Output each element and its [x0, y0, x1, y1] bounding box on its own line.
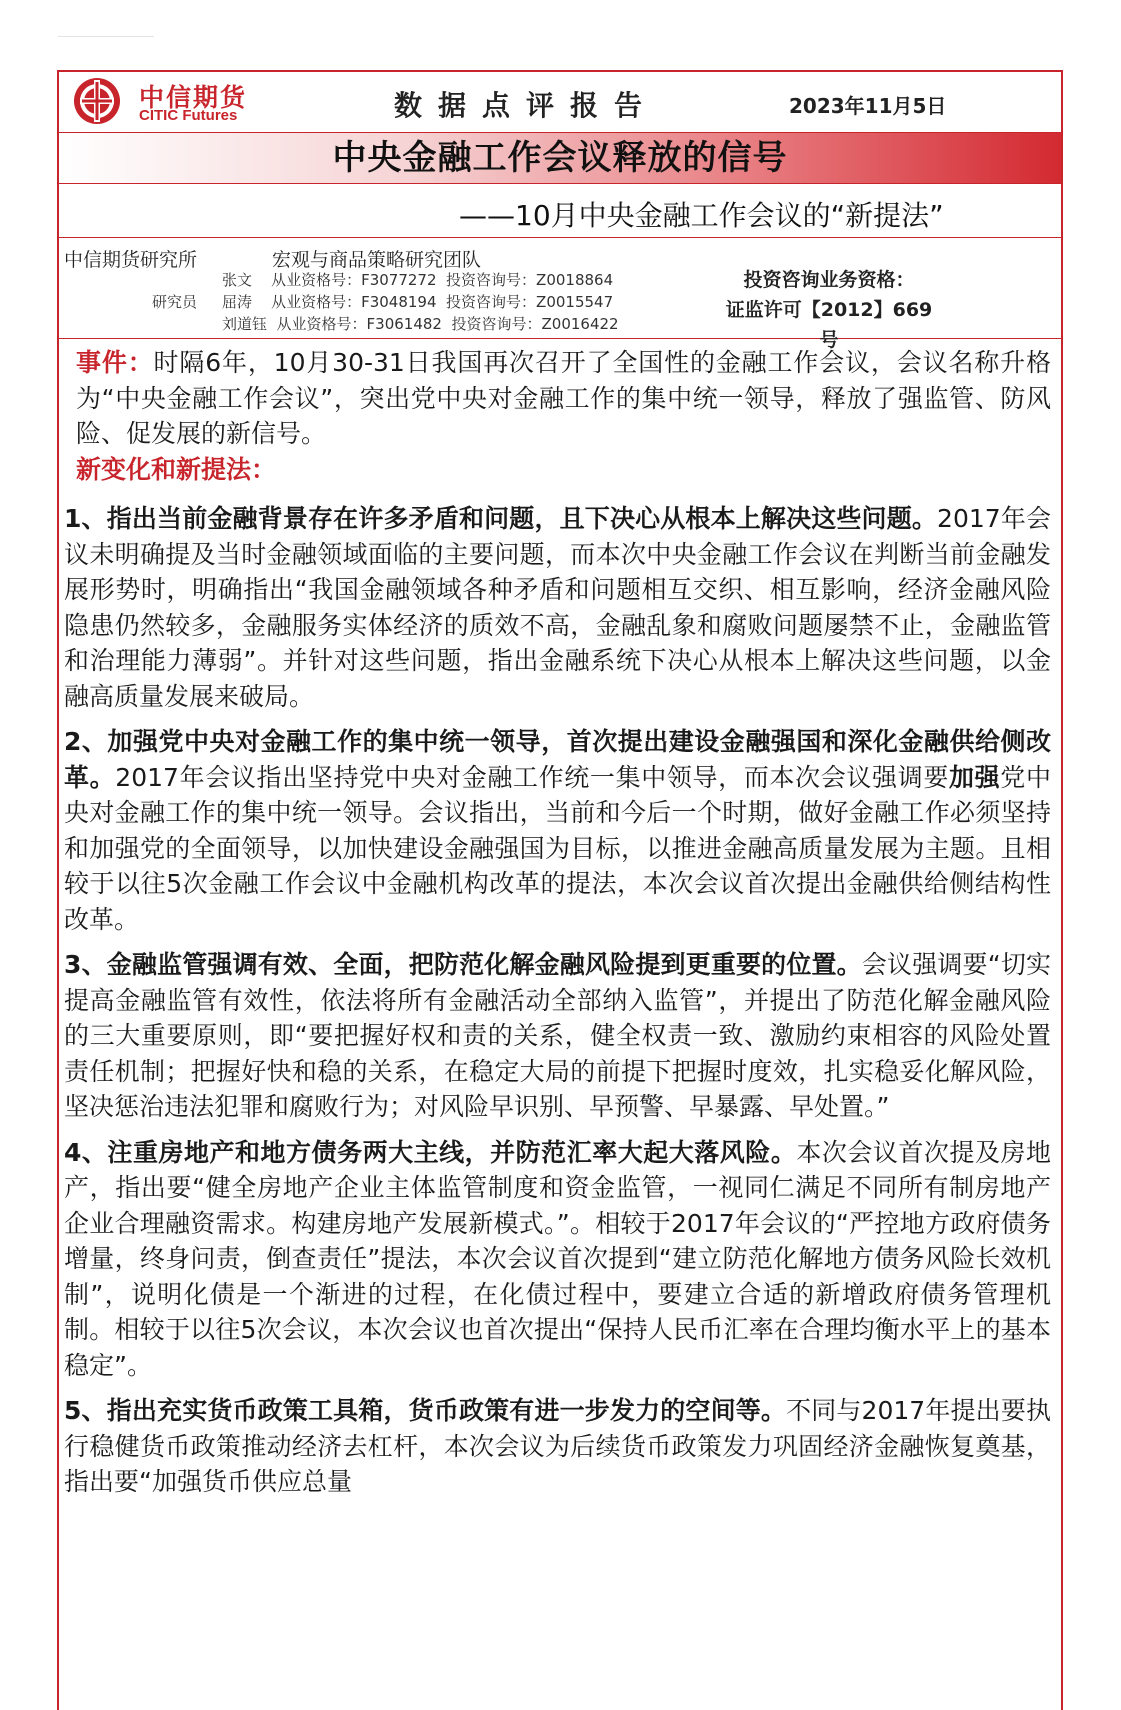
qualification: [719, 265, 939, 355]
event-label: 事件：: [76, 348, 154, 377]
logo-text-en: CITIC Futures: [139, 107, 238, 124]
item-heading: 2、加强党中央对金融工作的集中统一领导，首次提出建设金融强国和深化金融供给侧改革。: [64, 727, 1051, 792]
title-bar: [59, 133, 1061, 184]
top-rule: [58, 36, 154, 37]
item-text: 本次会议首次提及房地产，指出要“健全房地产企业主体监管制度和资金监管，一视同仁满足不同所有制房地产企业合理融资需求。构建房地产发展新模式。”。相较于2017年会议的“严控地方政府债务增量，终身问责，倒查责任”提法，本次会议首次提到“建立防范化解地方债务风险长效机制”，说明化债是一个渐进的过程，在化债过程中，要建立合适的新增政府债务管理机制。相较于以往5次会议，本次会议也首次提出“保持人民币汇率在合理均衡水平上的基本稳定”。: [64, 1137, 1051, 1380]
list-item: [64, 947, 1051, 1125]
item-emphasis: 加强: [949, 762, 1001, 792]
qualification-value: 证监许可【2012】669号: [725, 299, 933, 351]
item-text: 会议强调要“切实提高金融监管有效性，依法将所有金融活动全部纳入监管”，并提出了防范化解金融风险的三大重要原则，即“要把握好权和责的关系，健全权责一致、激励约束相容的风险处置责任机制；把握好快和稳的关系，在稳定大局的前提下把握时度效，扎实稳妥化解风险，坚决惩治违法犯罪和腐败行为；对风险早识别、早预警、早暴露、早处置。”: [64, 950, 1052, 1121]
analyst-line: 刘道钰 从业资格号：F3061482 投资咨询号：Z0016422: [222, 315, 619, 333]
citic-emblem-icon: [67, 76, 131, 126]
report-title: 中央金融工作会议释放的信号: [332, 138, 788, 178]
research-team: 宏观与商品策略研究团队: [272, 249, 482, 271]
event-text: 时隔6年，10月30-31日我国再次召开了全国性的金融工作会议，会议名称升格为“中央金融工作会议”，突出党中央对金融工作的集中统一领导，释放了强监管、防风险、促发展的新信号。: [76, 348, 1051, 448]
list-item: [64, 1393, 1051, 1500]
item-heading: 4、注重房地产和地方债务两大主线，并防范汇率大起大落风险。: [64, 1137, 797, 1167]
report-body: [59, 339, 1061, 1500]
report-subtitle: ——10月中央金融工作会议的“新提法”: [459, 199, 944, 232]
report-frame: [57, 70, 1063, 1710]
report-header: [59, 72, 1061, 133]
list-item: [64, 1135, 1051, 1384]
item-text: 2017年会议指出坚持党中央对金融工作统一集中领导，而本次会议强调要: [115, 762, 949, 792]
subtitle-bar: [59, 184, 1061, 238]
event-paragraph: [64, 345, 1051, 452]
researcher-label: 研究员: [152, 293, 198, 311]
author-block: [59, 238, 1061, 351]
report-date: 2023年11月5日: [789, 94, 947, 118]
changes-heading: 新变化和新提法：: [76, 454, 277, 484]
citic-logo: [67, 76, 277, 126]
item-text: 党中央对金融工作的集中统一领导。会议指出，当前和今后一个时期，做好金融工作必须坚持和加强党的全面领导，以加快建设金融强国为目标，以推进金融高质量发展为主题。且相较于以往5次金融工作会议中金融机构改革的提法，本次会议首次提出金融供给侧结构性改革。: [64, 762, 1051, 934]
report-type: 数据点评报告: [394, 89, 659, 122]
qualification-title: 投资咨询业务资格：: [743, 269, 915, 291]
logo-text-cn: 中信期货: [139, 83, 248, 112]
research-org: 中信期货研究所: [64, 249, 198, 271]
item-heading: 3、金融监管强调有效、全面，把防范化解金融风险提到更重要的位置。: [64, 950, 862, 979]
analyst-line: 张文 从业资格号：F3077272 投资咨询号：Z0018864: [222, 271, 614, 289]
list-item: [64, 724, 1051, 937]
item-heading: 5、指出充实货币政策工具箱，货币政策有进一步发力的空间等。: [64, 1396, 787, 1425]
item-text: 不同与2017年提出要执行稳健货币政策推动经济去杠杆，本次会议为后续货币政策发力巩固经济金融恢复奠基，指出要“加强货币供应总量: [64, 1396, 1051, 1496]
analyst-line: 屈涛 从业资格号：F3048194 投资咨询号：Z0015547: [222, 293, 614, 311]
item-text: 2017年会议未明确提及当时金融领域面临的主要问题，而本次中央金融工作会议在判断当前金融发展形势时，明确指出“我国金融领域各种矛盾和问题相互交织、相互影响，经济金融风险隐患仍然较多，金融服务实体经济的质效不高，金融乱象和腐败问题屡禁不止，金融监管和治理能力薄弱”。并针对这些问题，指出金融系统下决心从根本上解决这些问题，以金融高质量发展来破局。: [64, 504, 1051, 711]
item-heading: 1、指出当前金融背景存在许多矛盾和问题，且下决心从根本上解决这些问题。: [64, 504, 938, 533]
list-item: [64, 501, 1051, 714]
